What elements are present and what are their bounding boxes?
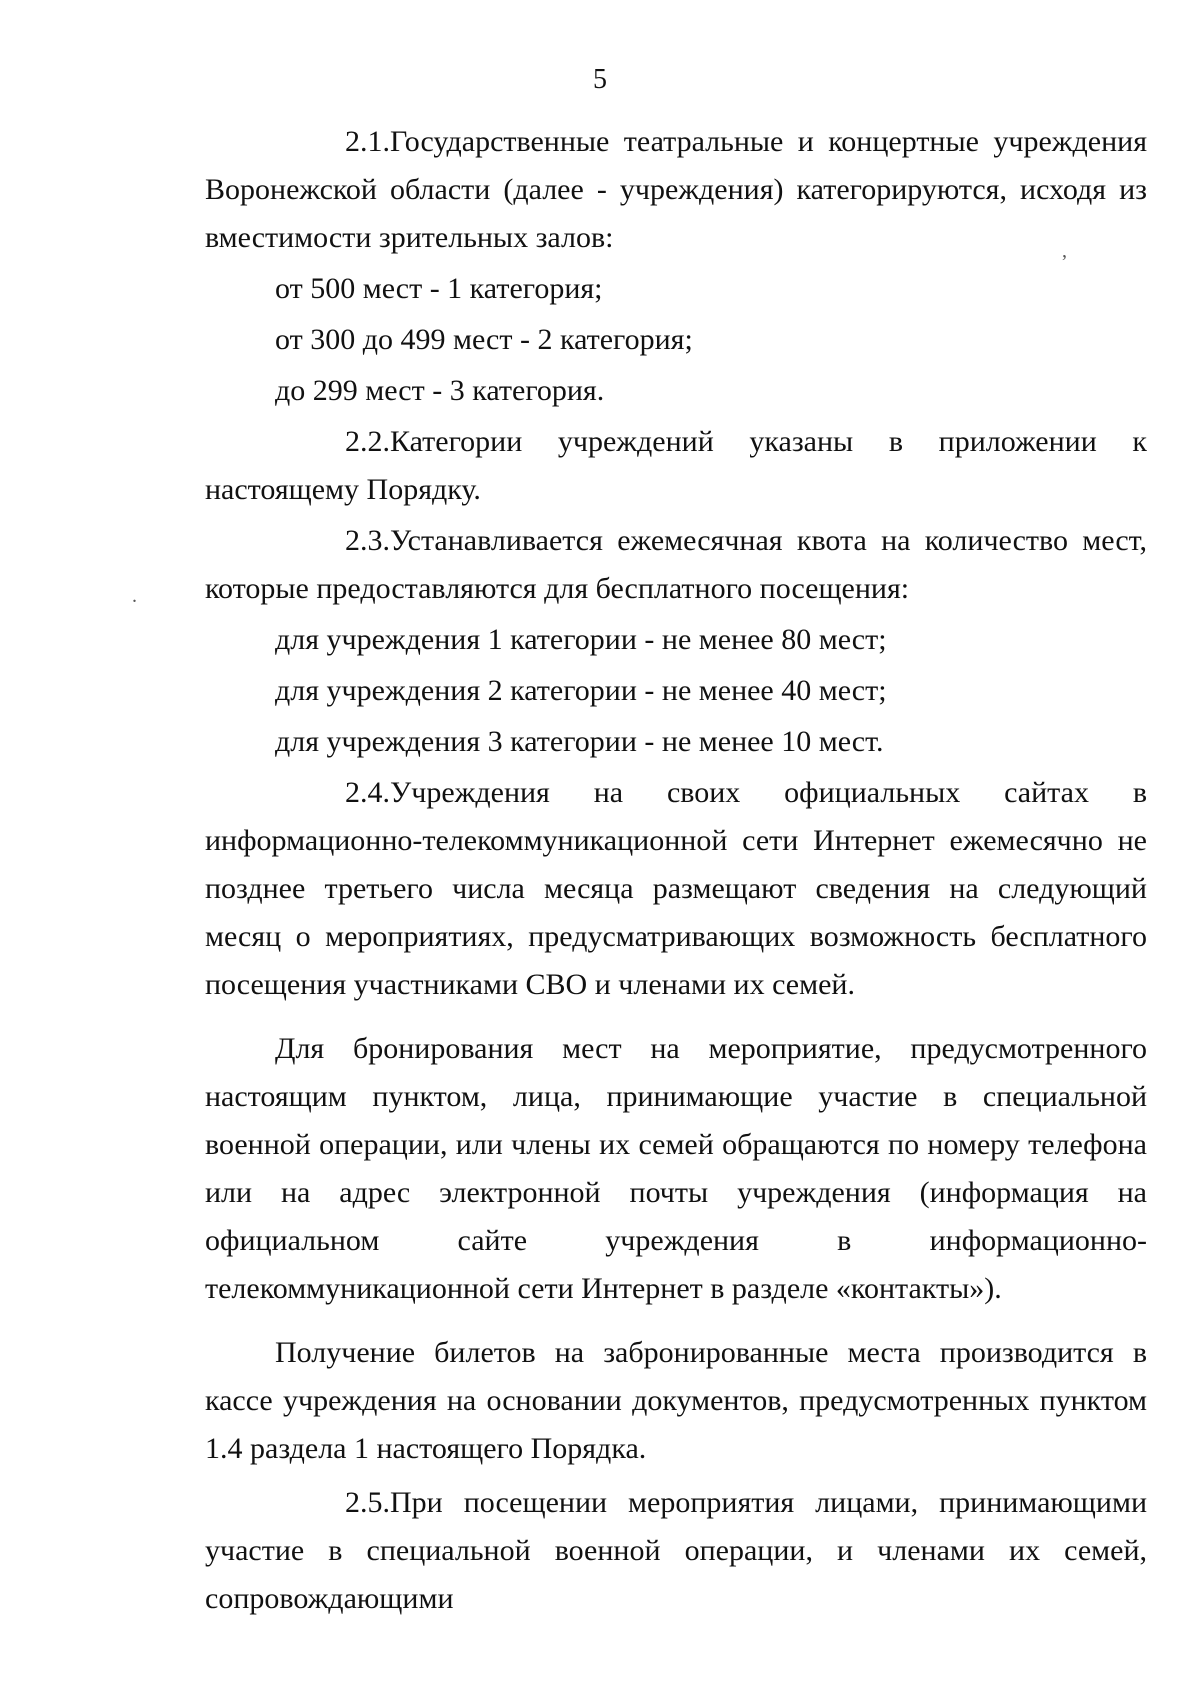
clause-text: Учреждения на своих официальных сайтах в информационно-телекоммуникационной сети Интернет ежемесячно не позднее третьего числа месяца размещают сведения на следующий месяц о мероприятиях, предусматривающих возможность бесплатного посещения участниками СВО и членами их семей. — [205, 776, 1147, 1001]
clause-number: 2.2. — [345, 425, 390, 458]
clause-number: 2.1. — [345, 125, 390, 158]
clause-number: 2.3. — [345, 524, 390, 557]
clause-text: Категории учреждений указаны в приложении к настоящему Порядку. — [205, 425, 1147, 506]
clause-text: При посещении мероприятия лицами, принимающими участие в специальной военной операции, и членами их семей, сопровождающими — [205, 1486, 1147, 1615]
list-line: от 500 мест - 1 категория; — [275, 272, 603, 305]
clause-number: 2.5. — [345, 1486, 390, 1519]
list-line: для учреждения 3 категории - не менее 10 мест. — [275, 725, 884, 758]
paragraph-2-2 — [205, 418, 1147, 514]
clause-text: Государственные театральные и концертные учреждения Воронежской области (далее - учреждения) категорируются, исходя из вместимости зрительных залов: — [205, 125, 1147, 254]
paragraph-2-5 — [205, 1479, 1147, 1623]
clause-number: 2.4. — [345, 776, 390, 809]
list-line: для учреждения 2 категории - не менее 40 мест; — [275, 674, 887, 707]
list-line: от 300 до 499 мест - 2 категория; — [275, 323, 693, 356]
paragraph-booking: Для бронирования мест на мероприятие, предусмотренного настоящим пунктом, лица, принимающие участие в специальной военной операции, или члены их семей обращаются по номеру телефона или на адрес электронной почты учреждения (информация на официальном сайте учреждения в информационно-телекоммуникационной сети Интернет в разделе «контакты»). — [205, 1032, 1147, 1305]
paragraph-2-4 — [205, 769, 1147, 1009]
list-line: для учреждения 1 категории - не менее 80 мест; — [275, 623, 887, 656]
paragraph-tickets: Получение билетов на забронированные места производится в кассе учреждения на основании документов, предусмотренных пунктом 1.4 раздела 1 настоящего Порядка. — [205, 1336, 1147, 1465]
scan-mark: ​, — [1062, 240, 1067, 262]
clause-text: Устанавливается ежемесячная квота на количество мест, которые предоставляются для бесплатного посещения: — [205, 524, 1147, 605]
document-body — [205, 118, 1147, 1623]
scan-mark: . — [132, 585, 137, 607]
page-number: 5 — [593, 64, 607, 95]
list-line: до 299 мест - 3 категория. — [275, 374, 605, 407]
paragraph-2-1 — [205, 118, 1147, 262]
paragraph-2-3 — [205, 517, 1147, 613]
